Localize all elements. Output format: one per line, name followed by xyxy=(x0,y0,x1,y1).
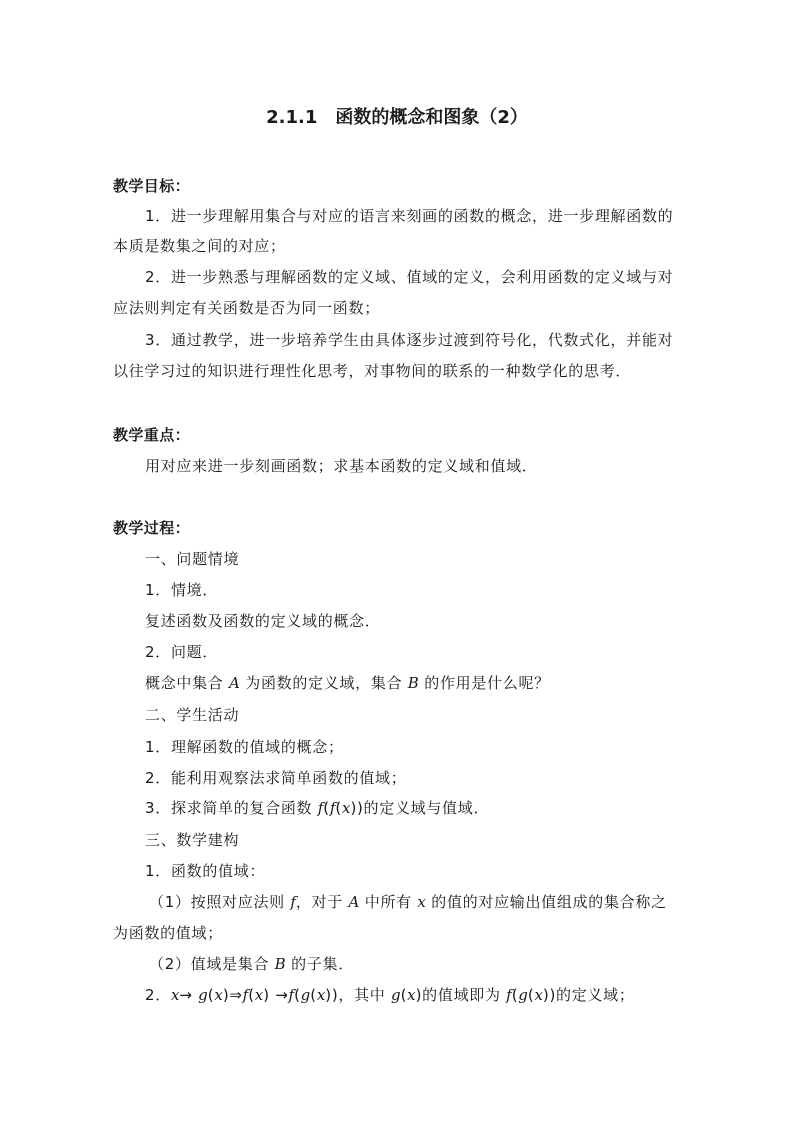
text-segment: ( xyxy=(248,986,255,1004)
math-variable: g xyxy=(518,986,528,1004)
math-variable: x xyxy=(341,799,351,817)
objective-line: 本质是数集之间的对应； xyxy=(113,237,286,255)
activity-item: 1．理解函数的值域的概念； xyxy=(145,738,344,756)
math-variable: A xyxy=(228,674,240,692)
objectives-heading: 教学目标： xyxy=(113,177,191,195)
objective-line: 1．进一步理解用集合与对应的语言来刻画的函数的概念，进一步理解函数的 xyxy=(145,207,674,225)
math-variable: f xyxy=(506,986,512,1004)
math-variable: x xyxy=(417,893,426,911)
text-segment: )⇒ xyxy=(222,986,243,1004)
section-title-math-construction: 三、数学建构 xyxy=(145,831,240,849)
text-segment: 为函数的定义域，集合 xyxy=(239,674,408,692)
math-variable: x xyxy=(534,986,543,1004)
document-title: 2.1.1 函数的概念和图象（2） xyxy=(266,107,528,128)
text-segment: ))的定义域与值域． xyxy=(350,799,490,817)
text-segment: ( xyxy=(511,986,519,1004)
objective-line: 3．通过教学，进一步培养学生由具体逐步过渡到符号化，代数式化，并能对 xyxy=(145,331,674,349)
text-segment: ( xyxy=(207,986,215,1004)
math-variable: f xyxy=(288,986,295,1004)
situation-item-text: 复述函数及函数的定义域的概念． xyxy=(145,612,381,630)
math-variable: g xyxy=(390,986,401,1004)
situation-item-label: 1．情境． xyxy=(145,581,219,599)
math-variable: f xyxy=(242,986,249,1004)
key-points-heading: 教学重点： xyxy=(113,426,191,444)
text-segment: ( xyxy=(310,986,317,1004)
text-segment: 3．探求简单的复合函数 xyxy=(145,799,318,817)
question-item-label: 2．问题． xyxy=(145,643,219,661)
text-segment: ))的定义域； xyxy=(542,986,635,1004)
math-variable: B xyxy=(274,955,286,973)
text-segment: → xyxy=(179,986,199,1004)
section-title-situation: 一、问题情境 xyxy=(145,550,240,568)
range-definition-2 xyxy=(149,954,354,974)
math-variable: B xyxy=(407,674,419,692)
range-definition-1-continued: 为函数的值域； xyxy=(113,924,223,942)
activity-item xyxy=(145,798,489,818)
math-variable: A xyxy=(348,893,360,911)
text-segment: ( xyxy=(527,986,535,1004)
composite-function-line xyxy=(145,985,635,1005)
math-variable: f xyxy=(329,799,336,817)
activity-item: 2．能利用观察法求简单函数的值域； xyxy=(145,769,407,787)
text-segment: 的值的对应输出值组成的集合称之 xyxy=(425,893,667,911)
math-variable: x xyxy=(407,986,416,1004)
text-segment: 概念中集合 xyxy=(145,674,229,692)
text-segment: ))，其中 xyxy=(325,986,391,1004)
text-segment: 2． xyxy=(145,986,171,1004)
range-heading: 1．函数的值域： xyxy=(145,862,266,880)
text-segment: ) → xyxy=(263,986,289,1004)
section-title-student-activity: 二、学生活动 xyxy=(145,706,240,724)
range-definition-1 xyxy=(149,892,667,912)
math-variable: x xyxy=(254,986,264,1004)
math-variable: f xyxy=(317,799,324,817)
math-variable: g xyxy=(198,986,208,1004)
text-segment: ，对于 xyxy=(295,893,349,911)
objective-line: 以往学习过的知识进行理性化思考，对事物间的联系的一种数学化的思考． xyxy=(113,362,632,380)
text-segment: ( xyxy=(294,986,301,1004)
text-segment: 的子集． xyxy=(285,955,354,973)
text-segment: )的值域即为 xyxy=(415,986,507,1004)
objective-line: 应法则判定有关函数是否为同一函数； xyxy=(113,299,380,317)
math-variable: x xyxy=(214,986,223,1004)
math-variable: x xyxy=(316,986,326,1004)
math-variable: f xyxy=(290,893,296,911)
question-item-text xyxy=(145,673,550,693)
math-variable: g xyxy=(300,986,311,1004)
key-points-text: 用对应来进一步刻画函数；求基本函数的定义域和值域． xyxy=(145,457,538,475)
text-segment: 中所有 xyxy=(359,893,418,911)
objective-line: 2．进一步熟悉与理解函数的定义域、值域的定义，会利用函数的定义域与对 xyxy=(145,268,674,286)
text-segment: 的作用是什么呢？ xyxy=(418,674,550,692)
text-segment: ( xyxy=(400,986,408,1004)
math-variable: x xyxy=(170,986,180,1004)
text-segment: （2）值域是集合 xyxy=(149,955,275,973)
process-heading: 教学过程： xyxy=(113,519,191,537)
text-segment: ( xyxy=(335,799,342,817)
text-segment: ( xyxy=(323,799,330,817)
text-segment: （1）按照对应法则 xyxy=(149,893,291,911)
